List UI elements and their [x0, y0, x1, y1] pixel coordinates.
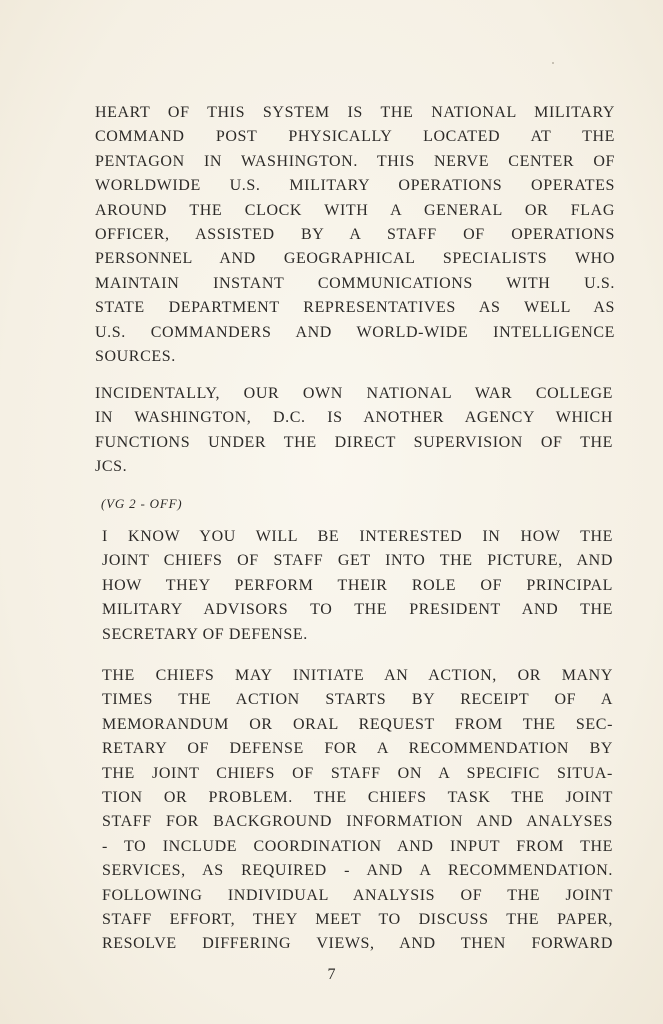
text-line: PENTAGON IN WASHINGTON. THIS NERVE CENTER OF: [95, 152, 615, 170]
visual-cue: (VG 2 - OFF): [101, 496, 183, 511]
text-line: RETARY OF DEFENSE FOR A RECOMMENDATION BY: [102, 740, 613, 758]
text-line: JOINT CHIEFS OF STAFF GET INTO THE PICTURE, AND: [102, 552, 613, 570]
text-line: THE JOINT CHIEFS OF STAFF ON A SPECIFIC SITUA-: [102, 764, 613, 782]
speck: [552, 62, 554, 64]
text-line: HEART OF THIS SYSTEM IS THE NATIONAL MILITARY: [95, 104, 615, 121]
text-line: SOURCES.: [95, 348, 176, 366]
text-line: OFFICER, ASSISTED BY A STAFF OF OPERATIONS: [95, 226, 615, 244]
text-line: JCS.: [95, 458, 128, 476]
paragraph-2: [95, 382, 613, 480]
paragraph-3: [102, 525, 613, 647]
text-line: SERVICES, AS REQUIRED - AND A RECOMMENDATION.: [102, 862, 613, 880]
text-line: TION OR PROBLEM. THE CHIEFS TASK THE JOINT: [102, 789, 613, 807]
text-line: MILITARY ADVISORS TO THE PRESIDENT AND THE: [102, 601, 613, 619]
text-line: U.S. COMMANDERS AND WORLD-WIDE INTELLIGENCE: [95, 323, 615, 341]
text-line: TIMES THE ACTION STARTS BY RECEIPT OF A: [102, 691, 613, 709]
text-line: THE CHIEFS MAY INITIATE AN ACTION, OR MANY: [102, 667, 613, 684]
text-line: STAFF FOR BACKGROUND INFORMATION AND ANALYSES: [102, 813, 613, 831]
paragraph-4: [102, 664, 613, 957]
paragraph-1: [95, 101, 615, 369]
text-line: MAINTAIN INSTANT COMMUNICATIONS WITH U.S.: [95, 274, 615, 292]
text-line: FUNCTIONS UNDER THE DIRECT SUPERVISION OF THE: [95, 433, 613, 451]
text-line: RESOLVE DIFFERING VIEWS, AND THEN FORWARD: [102, 935, 613, 953]
text-line: - TO INCLUDE COORDINATION AND INPUT FROM THE: [102, 837, 613, 855]
text-line: HOW THEY PERFORM THEIR ROLE OF PRINCIPAL: [102, 576, 613, 594]
text-line: STATE DEPARTMENT REPRESENTATIVES AS WELL AS: [95, 299, 615, 317]
text-line: STAFF EFFORT, THEY MEET TO DISCUSS THE PAPER,: [102, 911, 613, 929]
text-line: COMMAND POST PHYSICALLY LOCATED AT THE: [95, 128, 615, 146]
text-line: AROUND THE CLOCK WITH A GENERAL OR FLAG: [95, 201, 615, 219]
text-line: PERSONNEL AND GEOGRAPHICAL SPECIALISTS WHO: [95, 250, 615, 268]
text-line: INCIDENTALLY, OUR OWN NATIONAL WAR COLLEGE: [95, 385, 613, 402]
text-line: SECRETARY OF DEFENSE.: [102, 625, 308, 643]
text-line: IN WASHINGTON, D.C. IS ANOTHER AGENCY WHICH: [95, 409, 613, 427]
text-line: MEMORANDUM OR ORAL REQUEST FROM THE SEC-: [102, 715, 613, 733]
page-number: 7: [327, 966, 336, 983]
text-line: WORLDWIDE U.S. MILITARY OPERATIONS OPERATES: [95, 177, 615, 195]
text-line: I KNOW YOU WILL BE INTERESTED IN HOW THE: [102, 528, 613, 545]
text-line: FOLLOWING INDIVIDUAL ANALYSIS OF THE JOINT: [102, 886, 613, 904]
